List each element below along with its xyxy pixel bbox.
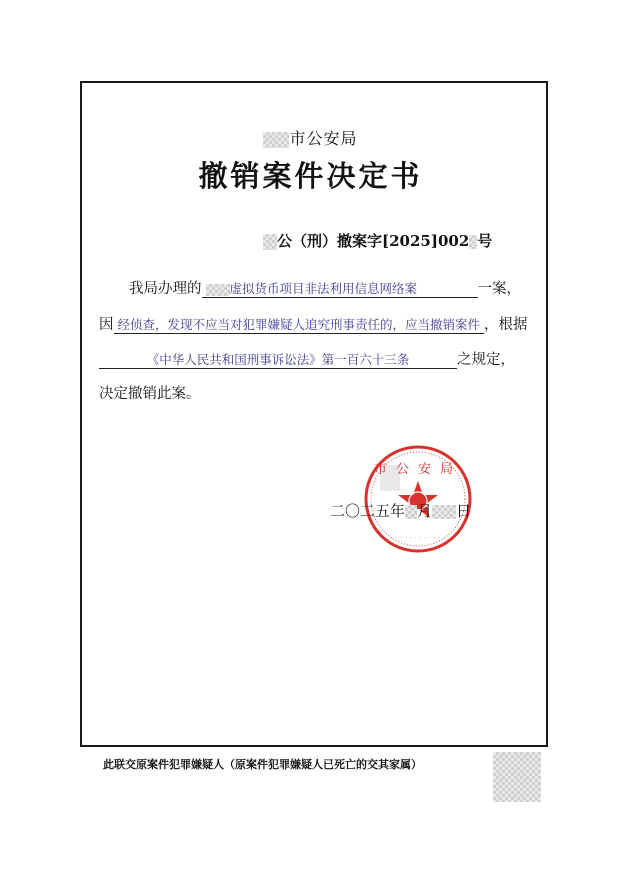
redacted-prefix <box>263 234 277 250</box>
body-line1-suffix: 一案， <box>477 281 521 297</box>
case-name-field <box>202 279 478 298</box>
body-line-1 <box>99 277 521 298</box>
document-number-suffix: 号 <box>477 232 493 250</box>
date-day-label: 日 <box>456 502 472 520</box>
redacted-location <box>206 284 230 296</box>
document-number <box>263 230 492 251</box>
body-line1-prefix: 我局办理的 <box>129 281 202 297</box>
redacted-month <box>405 505 417 519</box>
redacted-corner-mark <box>493 752 541 802</box>
seal-text: 市公安局 <box>373 462 463 477</box>
signature-date <box>330 500 471 521</box>
footer-note: 此联交原案件犯罪嫌疑人（原案件犯罪嫌疑人已死亡的交其家属） <box>103 758 422 771</box>
body-line2-prefix: 因 <box>99 317 114 333</box>
reason-field: 经侦查，发现不应当对犯罪嫌疑人追究刑事责任的，应当撤销案件 <box>114 315 485 334</box>
seal-serial: · · · · · · · · · · · · <box>390 535 446 540</box>
agency-suffix: 市公安局 <box>289 129 358 148</box>
document-title: 撤销案件决定书 <box>198 159 423 193</box>
agency-name <box>0 126 621 149</box>
law-field: 《中华人民共和国刑事诉讼法》第一百六十三条 <box>99 350 457 369</box>
redacted-city <box>263 132 289 148</box>
body-line3-suffix: 之规定， <box>457 352 515 368</box>
body-line-4: 决定撤销此案。 <box>99 386 201 402</box>
date-month-label: 月 <box>417 502 433 520</box>
body-line-2 <box>99 313 528 334</box>
case-name-text: 虚拟货币项目非法利用信息网络案 <box>229 281 418 296</box>
body-line2-suffix: ，根据 <box>484 317 528 333</box>
date-year: 二〇二五年 <box>330 502 406 520</box>
official-seal <box>362 443 474 555</box>
redacted-day <box>432 505 456 519</box>
document-number-body: 公（刑）撤案字[2025]002 <box>277 232 470 250</box>
body-line-3 <box>99 348 515 369</box>
